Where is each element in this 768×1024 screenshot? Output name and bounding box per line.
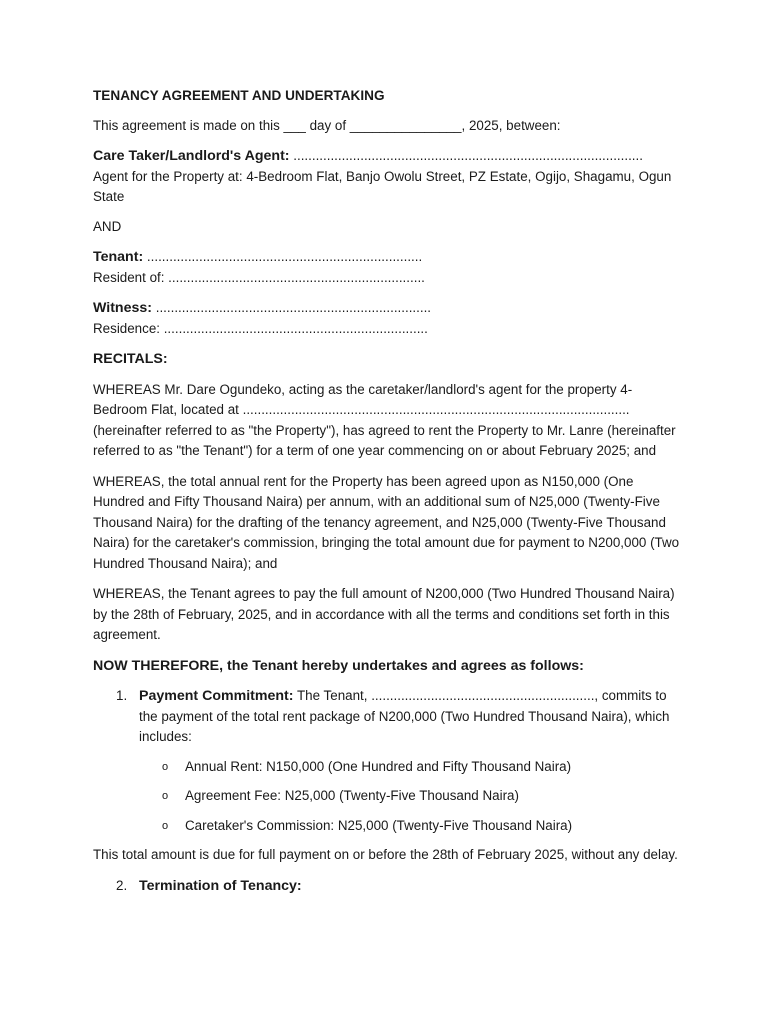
document-title: TENANCY AGREEMENT AND UNDERTAKING [93, 88, 385, 103]
list-item-text: Caretaker's Commission: N25,000 (Twenty-Five Thousand Naira) [185, 817, 573, 833]
document-content [93, 86, 683, 896]
agent-block [93, 146, 683, 208]
now-therefore-heading: NOW THEREFORE, the Tenant hereby undertakes and agrees as follows: [93, 657, 584, 674]
agent-property-line: Agent for the Property at: 4-Bedroom Flat, Banjo Owolu Street, PZ Estate, Ogijo, Shagamu, Ogun State [93, 168, 672, 204]
witness-block [93, 298, 683, 339]
term-heading: Payment Commitment: [139, 688, 294, 704]
term-text [139, 876, 683, 897]
term-body: The Tenant, ............................................................, commits to the payment of the total rent package of N200,000 (Two Hundred Thousand Naira), which includes: [139, 688, 670, 744]
list-item [93, 757, 683, 778]
terms-list [93, 686, 683, 836]
bullet-marker: o [162, 790, 169, 802]
tenant-dots: .......................................................................... [143, 249, 423, 264]
agent-label: Care Taker/Landlord's Agent: [93, 148, 290, 164]
tenant-label: Tenant: [93, 249, 144, 265]
bullet-marker: o [162, 760, 169, 773]
term-item [93, 686, 683, 836]
list-item-text: Annual Rent: N150,000 (One Hundred and Fifty Thousand Naira) [185, 758, 572, 774]
bullet-marker: o [162, 819, 169, 832]
witness-residence-line: Residence: ....................................................................... [93, 320, 428, 336]
agent-dots: .............................................................................................. [289, 148, 643, 163]
and-separator: AND [93, 218, 122, 234]
witness-dots: .......................................................................... [152, 300, 432, 315]
intro-line: This agreement is made on this ___ day of _______________, 2025, between: [93, 117, 561, 133]
total-due-paragraph: This total amount is due for full payment on or before the 28th of February 2025, without any delay. [93, 847, 678, 862]
recital-paragraph: WHEREAS Mr. Dare Ogundeko, acting as the caretaker/landlord's agent for the property 4-Bedroom Flat, located at ........................................................................................................ (hereinafter referred to as "the Property"), has agreed to rent the Property to Mr. Lanre (hereinafter referred to as "the Tenant") for a term of one year commencing on or about February 2025; and [93, 381, 676, 458]
list-item-text: Agreement Fee: N25,000 (Twenty-Five Thousand Naira) [185, 788, 519, 803]
term-number: 1. [116, 688, 128, 703]
term-number: 2. [116, 877, 128, 893]
payment-breakdown-list [139, 757, 683, 837]
term-item [93, 876, 683, 897]
tenant-resident-line: Resident of: ..................................................................... [93, 269, 425, 285]
recitals-heading: RECITALS: [93, 351, 168, 367]
witness-label: Witness: [93, 300, 152, 316]
list-item [93, 786, 683, 807]
terms-list [93, 876, 683, 897]
witness-line [93, 298, 683, 319]
agent-line [93, 146, 683, 167]
term-heading: Termination of Tenancy: [139, 877, 302, 894]
tenant-block [93, 247, 683, 288]
tenant-line [93, 247, 683, 268]
term-text [139, 686, 683, 748]
list-item [93, 816, 683, 837]
recital-paragraph: WHEREAS, the Tenant agrees to pay the full amount of N200,000 (Two Hundred Thousand Naira) by the 28th of February, 2025, and in accordance with all the terms and conditions set forth in this agreement. [93, 586, 675, 642]
recital-paragraph: WHEREAS, the total annual rent for the Property has been agreed upon as N150,000 (One Hundred and Fifty Thousand Naira) per annum, with an additional sum of N25,000 (Twenty-Five Thousand Naira) for the drafting of the tenancy agreement, and N25,000 (Twenty-Five Thousand Naira) for the caretaker's commission, bringing the total amount due for payment to N200,000 (Two Hundred Thousand Naira); and [93, 473, 680, 571]
